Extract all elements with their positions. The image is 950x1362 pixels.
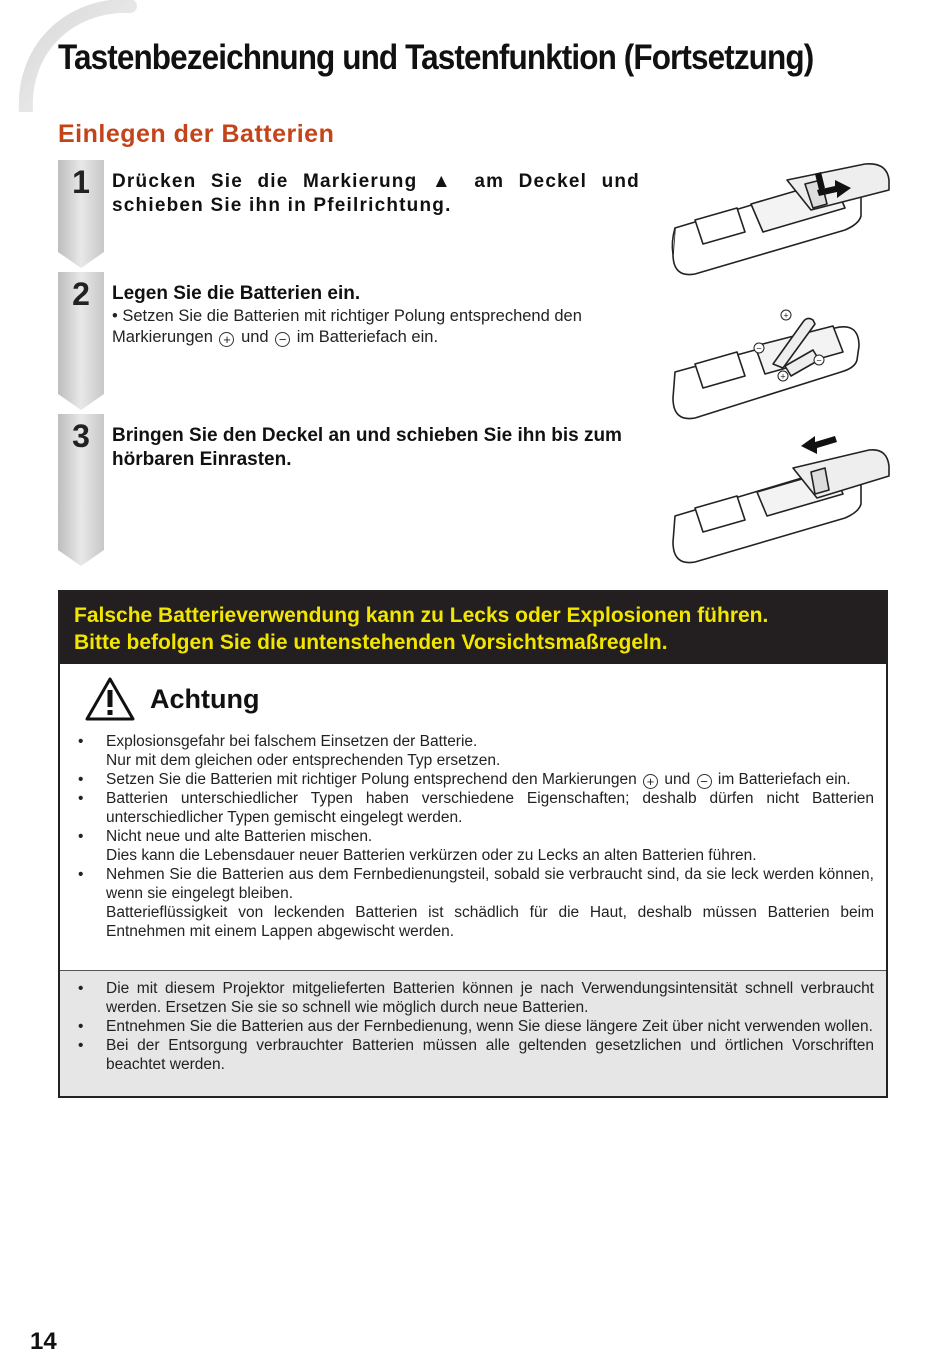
bullet: • [78, 733, 84, 750]
step-note-and: und [241, 328, 269, 346]
minus-icon: − [697, 774, 712, 789]
caution-line: Nur mit dem gleichen oder entsprechenden Typ ersetzen. [106, 752, 501, 769]
section-heading: Einlegen der Batterien [58, 120, 335, 148]
achtung-label: Achtung [150, 684, 260, 714]
step-note-text-end: im Batteriefach ein. [296, 328, 439, 346]
step-text [112, 170, 640, 218]
step-text [112, 424, 640, 472]
remote-open-cover-illustration [665, 158, 895, 280]
page-title: Tastenbezeichnung und Tastenfunktion (Fortsetzung) [58, 38, 814, 77]
step-number: 3 [72, 418, 90, 454]
note-text: Bei der Entsorgung verbrauchter Batterien müssen alle geltenden gesetzlichen und örtlichen Vorschriften beachtet werden. [106, 1037, 874, 1073]
step-title: Bringen Sie den Deckel an und schieben Sie ihn bis zum hörbaren Einrasten. [112, 425, 622, 470]
caution-line: Explosionsgefahr bei falschem Einsetzen der Batterie. [106, 733, 478, 750]
warning-header [60, 592, 886, 664]
step-title: Drücken Sie die Markierung ▲ am Deckel und schieben Sie ihn in Pfeilrichtung. [112, 171, 640, 216]
step-2 [58, 272, 648, 414]
caution-line: Nehmen Sie die Batterien aus dem Fernbedienungsteil, sobald sie verbraucht sind, da sie leck werden können, wenn sie eingelegt bleiben. [106, 866, 874, 902]
bullet: • [78, 866, 84, 883]
minus-label: − [756, 343, 762, 354]
caution-line: Batterien unterschiedlicher Typen haben verschiedene Eigenschaften; deshalb dürfen nicht Batterien unterschiedlicher Typen gemischt eingelegt werden. [106, 790, 874, 826]
caution-list [78, 732, 874, 941]
step-1 [58, 160, 648, 272]
notes-panel [60, 970, 886, 1096]
list-item [78, 827, 874, 865]
plus-icon: + [643, 774, 658, 789]
step-text [112, 282, 640, 348]
note-text: Die mit diesem Projektor mitgelieferten Batterien können je nach Verwendungsintensität schnell verbraucht werden. Ersetzen Sie sie so schnell wie möglich durch neue Batterien. [106, 980, 874, 1016]
step-3 [58, 414, 648, 569]
list-item [78, 865, 874, 941]
warning-header-line-2: Bitte befolgen Sie die untenstehenden Vorsichtsmaßregeln. [74, 631, 668, 654]
step-number: 1 [72, 164, 90, 200]
bullet: • [78, 828, 84, 845]
warning-box [58, 590, 888, 1098]
note-text: Entnehmen Sie die Batterien aus der Fernbedienung, wenn Sie diese längere Zeit über nicht verwenden wollen. [106, 1018, 873, 1035]
caution-text-end: im Batteriefach ein. [717, 771, 851, 788]
minus-label: − [816, 355, 822, 366]
plus-icon: + [219, 332, 234, 347]
bullet: • [78, 1037, 84, 1054]
caution-line: Nicht neue und alte Batterien mischen. [106, 828, 373, 845]
caution-line: Batterieflüssigkeit von leckenden Batterien ist schädlich für die Haut, deshalb müssen Batterien beim Entnehmen mit einem Lappen abgewischt werden. [106, 904, 874, 940]
bullet: • [78, 1018, 84, 1035]
warning-header-line-1: Falsche Batterieverwendung kann zu Lecks oder Explosionen führen. [74, 604, 769, 627]
remote-batteries-illustration [665, 302, 865, 424]
step-note-text: • Setzen Sie die Batterien mit richtiger Polung entsprechend den Markierungen [112, 307, 582, 346]
bullet: • [78, 771, 84, 788]
page-number: 14 [30, 1328, 57, 1355]
minus-icon: − [275, 332, 290, 347]
list-item [78, 979, 874, 1017]
caution-and: und [664, 771, 691, 788]
plus-label: + [783, 310, 789, 321]
step-note [112, 306, 640, 348]
list-item [78, 732, 874, 770]
list-item [78, 770, 874, 789]
list-item [78, 789, 874, 827]
warning-triangle-icon [84, 676, 136, 722]
bullet: • [78, 980, 84, 997]
plus-label: + [780, 371, 786, 382]
remote-close-cover-illustration [665, 432, 895, 567]
caution-text: Setzen Sie die Batterien mit richtiger Polung entsprechend den Markierungen [106, 771, 637, 788]
step-number: 2 [72, 276, 90, 312]
bullet: • [78, 790, 84, 807]
step-title: Legen Sie die Batterien ein. [112, 283, 361, 304]
notes-list [78, 979, 874, 1074]
caution-line: Dies kann die Lebensdauer neuer Batterien verkürzen oder zu Lecks an alten Batterien führen. [106, 847, 757, 864]
list-item [78, 1036, 874, 1074]
list-item [78, 1017, 874, 1036]
